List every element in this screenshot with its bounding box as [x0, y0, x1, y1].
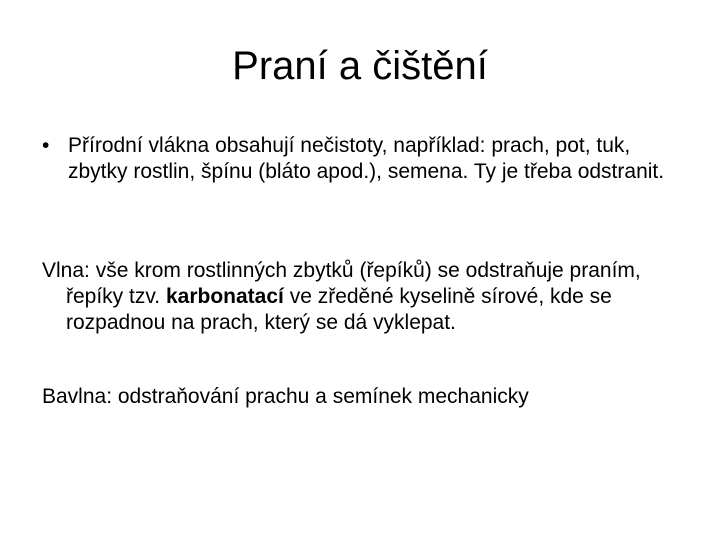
wool-text-before: Vlna: vše krom rostlinných zbytků (řepíků) se odstraňuje praním, řepíky tzv.	[42, 259, 641, 308]
cotton-paragraph: Bavlna: odstraňování prachu a semínek mechanicky	[42, 385, 529, 408]
slide-title: Praní a čištění	[232, 44, 488, 88]
wool-text-after: ve zředěné kyselině sírové, kde se rozpadnou na prach, který se dá vyklepat.	[66, 285, 612, 334]
wool-paragraph	[42, 258, 702, 336]
wool-bold-term: karbonatací	[165, 285, 284, 308]
bullet-mark: •	[42, 134, 50, 157]
bullet-text: Přírodní vlákna obsahují nečistoty, například: prach, pot, tuk, zbytky rostlin, špínu (bláto apod.), semena. Ty je třeba odstranit.	[68, 134, 665, 183]
bullet-paragraph	[42, 133, 694, 185]
